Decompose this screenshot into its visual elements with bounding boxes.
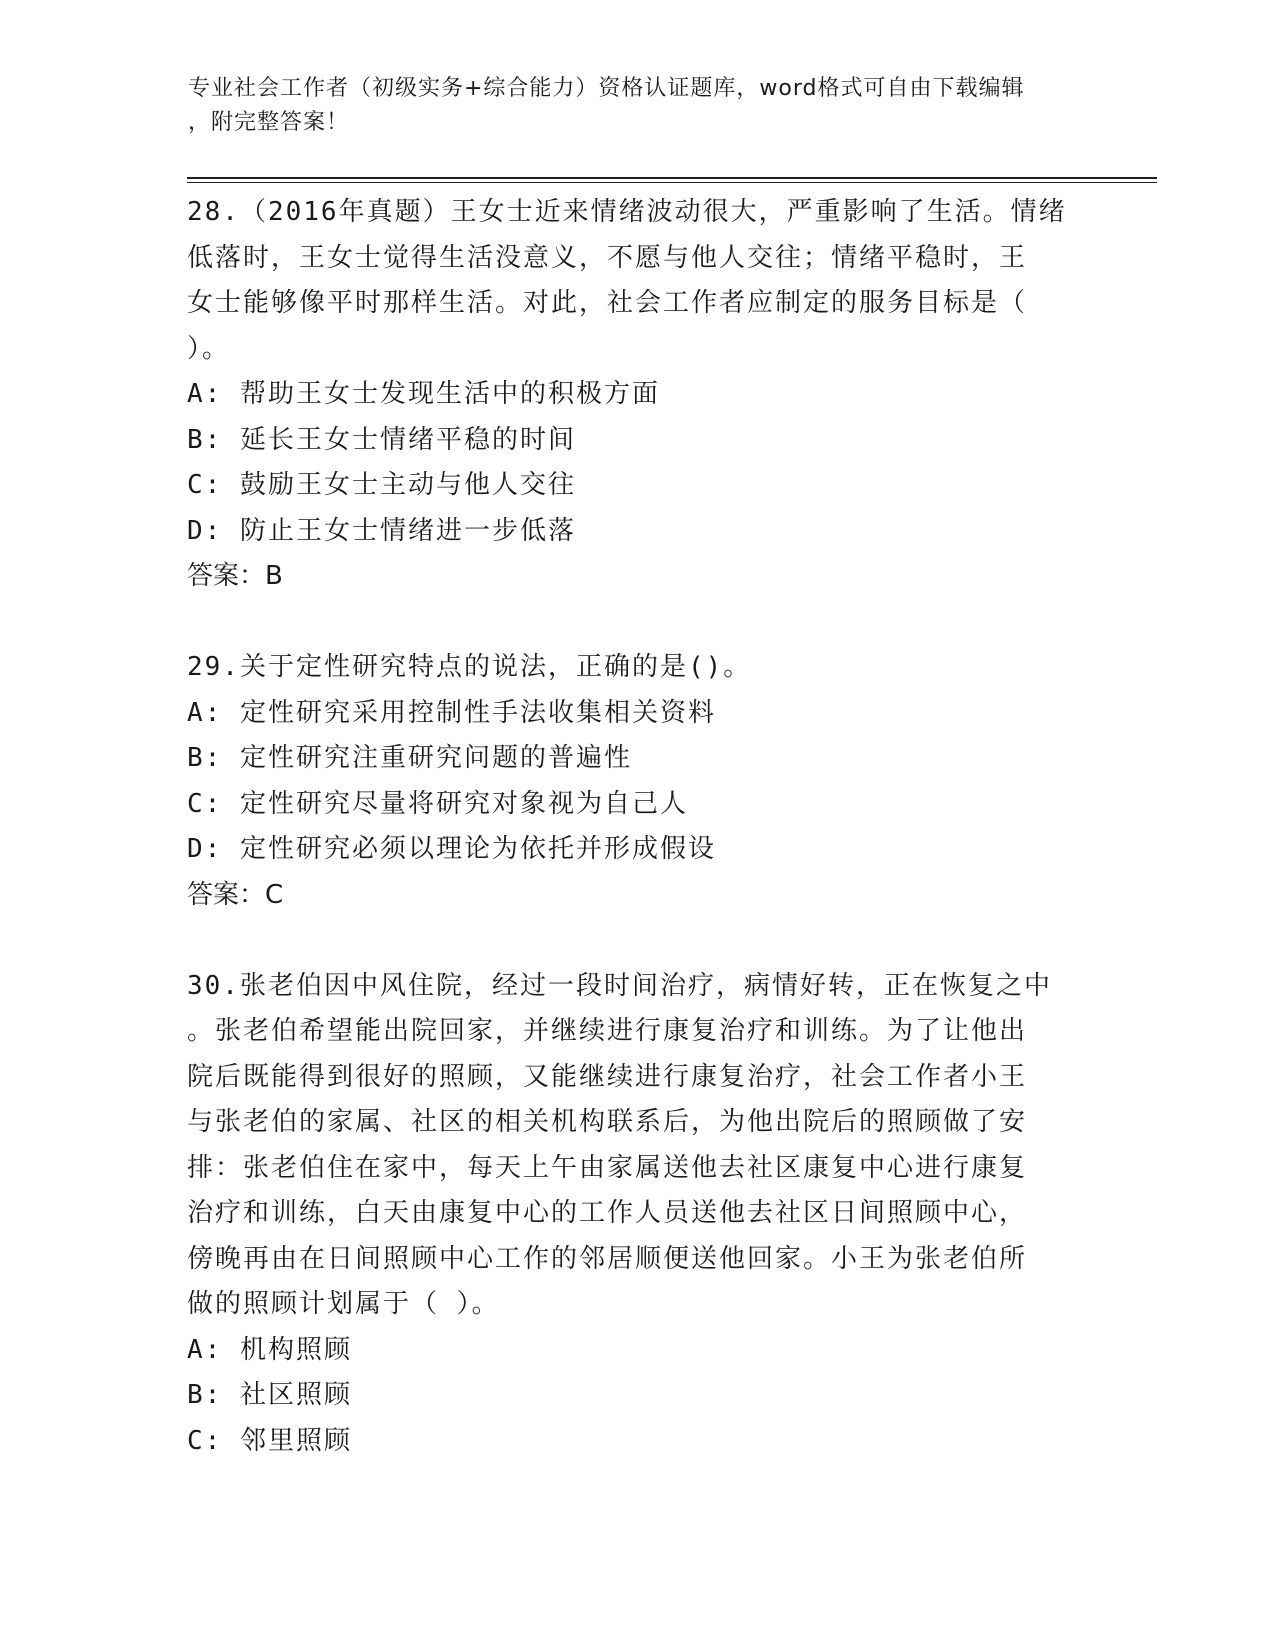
option-c: C: 定性研究尽量将研究对象视为自己人 (187, 788, 688, 819)
question-stem: 29.关于定性研究特点的说法，正确的是()。 (187, 652, 752, 682)
option-c: C: 鼓励王女士主动与他人交往 (187, 470, 576, 500)
question-30 (187, 964, 1087, 1465)
document-header: 专业社会工作者（初级实务+综合能力）资格认证题库，word格式可自由下载编辑 ，附完整答案！ (188, 76, 1025, 135)
header-divider-thick (187, 177, 1157, 179)
option-d: D: 防止王女士情绪进一步低落 (187, 515, 576, 546)
question-28 (187, 190, 1087, 600)
question-list (187, 190, 1087, 1464)
option-a: A: 定性研究采用控制性手法收集相关资料 (187, 697, 716, 728)
header-divider-thin (187, 182, 1157, 183)
option-b: B: 定性研究注重研究问题的普遍性 (187, 743, 632, 773)
spacer (187, 918, 1087, 964)
option-a: A: 帮助王女士发现生活中的积极方面 (187, 379, 660, 409)
question-29 (187, 645, 1087, 918)
question-stem: 28.（2016年真题）王女士近来情绪波动很大，严重影响了生活。情绪 低落时，王女士觉得生活没意义，不愿与他人交往；情绪平稳时，王 女士能够像平时那样生活。对此，社会工作者应制定的服务目标是（ ）。 (187, 197, 1067, 364)
option-c: C: 邻里照顾 (187, 1425, 352, 1456)
option-d: D: 定性研究必须以理论为依托并形成假设 (187, 834, 716, 864)
question-stem: 30.张老伯因中风住院，经过一段时间治疗，病情好转，正在恢复之中 。张老伯希望能出院回家，并继续进行康复治疗和训练。为了让他出 院后既能得到很好的照顾，又能继续进行康复治疗，社会工作者小王 与张老伯的家属、社区的相关机构联系后，为他出院后的照顾做了安 排：张老伯住在家中，每天上午由家属送他去社区康复中心进行康复 治疗和训练，白天由康复中心的工作人员送他去社区日间照顾中心， 傍晚再由在日间照顾中心工作的邻居顺便送他回家。小王为张老伯所 做的照顾计划属于（ ）。 (187, 970, 1052, 1319)
option-b: B: 延长王女士情绪平稳的时间 (187, 424, 576, 455)
option-b: B: 社区照顾 (187, 1380, 352, 1410)
answer: 答案：B (187, 561, 283, 591)
spacer (187, 600, 1087, 646)
option-a: A: 机构照顾 (187, 1334, 352, 1365)
answer: 答案：C (187, 879, 284, 910)
